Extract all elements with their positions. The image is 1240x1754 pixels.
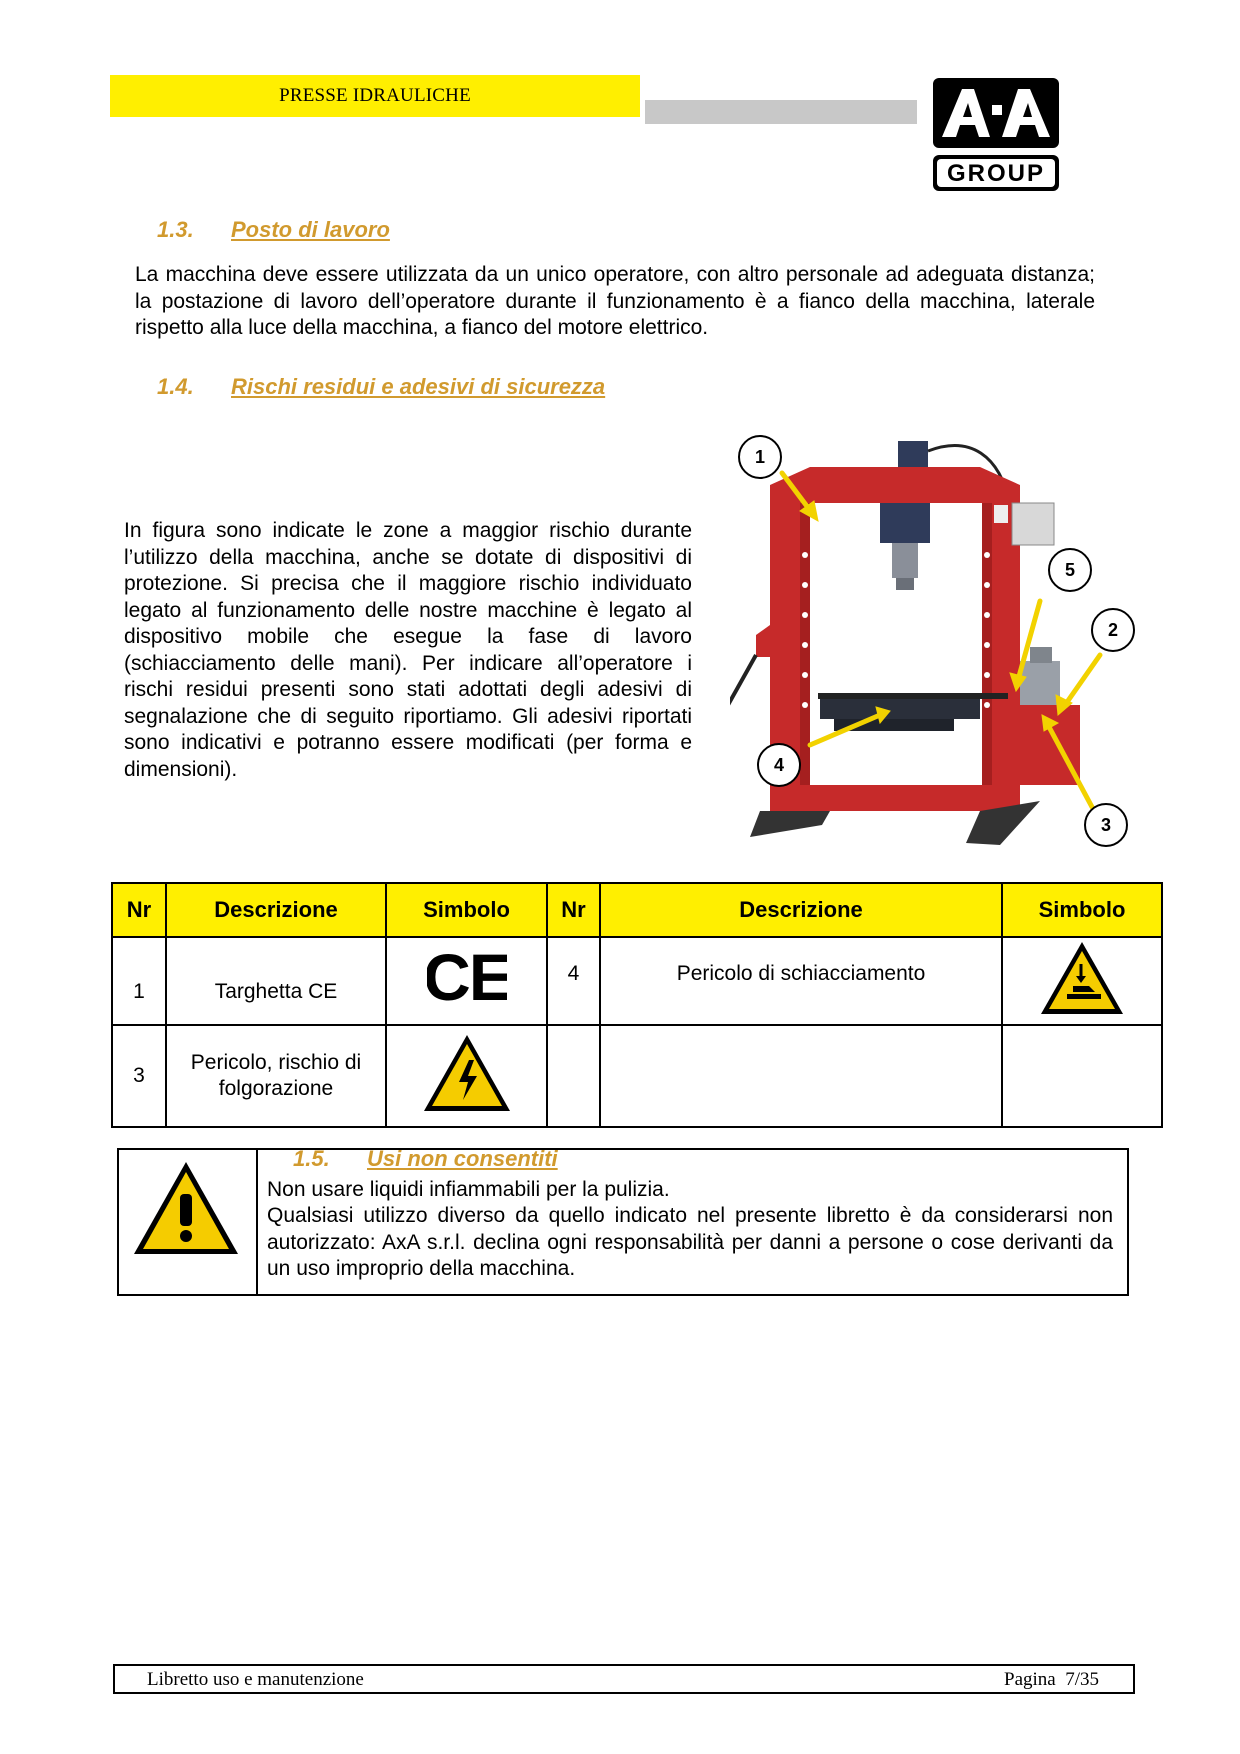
axa-group-logo	[932, 77, 1060, 192]
hazard-table	[111, 882, 1163, 1128]
footer-manual-title: Libretto uso e manutenzione	[147, 1669, 364, 1690]
row-nr: 4	[547, 937, 600, 1025]
section-title: Rischi residui e adesivi di sicurezza	[231, 374, 606, 399]
header-simbolo: Simbolo	[1002, 883, 1162, 937]
header-grey-bar	[645, 100, 917, 124]
table-header-row	[112, 883, 1162, 937]
ce-mark-icon	[427, 946, 507, 1010]
callout-3: 3	[1100, 815, 1112, 835]
section-1-4-heading	[157, 374, 605, 400]
table-row	[112, 1025, 1162, 1127]
section-1-4-body: In figura sono indicate le zone a maggior rischio durante l’utilizzo della macchina, anche se dotate di dispositivi di protezione. Si precisa che il maggiore rischio individuato legato al funzionamento delle nostre macchine è legato al dispositivo mobile che esegue la fase di lavoro (schiacciamento delle mani). Per indicare all’operatore i rischi residui presenti sono stati adottati degli adesivi di segnalazione che di seguito riportiamo. Gli adesivi riportati sono indicativi e potranno essere modificati (per forma e dimensioni).	[124, 519, 692, 781]
electric-shock-hazard-icon	[421, 1032, 513, 1114]
hydraulic-press-figure	[730, 425, 1150, 860]
section-number: 1.4.	[157, 374, 194, 399]
row-description	[600, 1025, 1002, 1127]
section-title: Posto di lavoro	[231, 217, 390, 242]
row-description: Pericolo di schiacciamento	[600, 937, 1002, 1025]
callout-4: 4	[773, 755, 785, 775]
row-nr: 3	[112, 1025, 166, 1127]
section-1-3-body: La macchina deve essere utilizzata da un unico operatore, con altro personale ad adeguata distanza; la postazione di lavoro dell’operatore durante il funzionamento è a fianco della macchina, laterale rispetto alla luce della macchina, a fianco del motore elettrico.	[135, 263, 1095, 339]
svg-text:CE: CE	[426, 946, 507, 1010]
crush-hazard-icon	[1037, 938, 1127, 1018]
row-symbol	[1002, 1025, 1162, 1127]
section-number: 1.3.	[157, 217, 194, 242]
section-title: Usi non consentiti	[367, 1146, 558, 1171]
section-1-3-heading	[157, 217, 390, 243]
row-nr	[547, 1025, 600, 1127]
header-descrizione: Descrizione	[166, 883, 386, 937]
page-footer	[113, 1664, 1135, 1694]
header-nr: Nr	[112, 883, 166, 937]
callout-2: 2	[1107, 620, 1119, 640]
table-row	[112, 937, 1162, 1025]
header-nr: Nr	[547, 883, 600, 937]
row-nr: 1	[112, 937, 166, 1025]
warning-icon	[130, 1158, 242, 1265]
row-symbol	[386, 1025, 547, 1127]
callout-1: 1	[754, 447, 766, 467]
header-title: PRESSE IDRAULICHE	[279, 85, 471, 106]
box-divider	[256, 1148, 258, 1296]
callout-5: 5	[1064, 560, 1076, 580]
footer-page-number: Pagina 7/35	[1004, 1669, 1099, 1690]
row-symbol	[386, 937, 547, 1025]
section-number: 1.5.	[293, 1146, 330, 1171]
header-simbolo: Simbolo	[386, 883, 547, 937]
row-description: Targhetta CE	[166, 937, 386, 1025]
header-descrizione: Descrizione	[600, 883, 1002, 937]
row-description: Pericolo, rischio di folgorazione	[166, 1025, 386, 1127]
section-1-5-line2: Qualsiasi utilizzo diverso da quello indicato nel presente libretto è da considerarsi non autorizzato: AxA s.r.l. declina ogni responsabilità per danni a persone o cose derivanti da un uso improprio della macchina.	[267, 1204, 1113, 1280]
svg-text:GROUP: GROUP	[946, 160, 1046, 187]
section-1-5-line1: Non usare liquidi infiammabili per la pulizia.	[267, 1178, 670, 1201]
row-symbol	[1002, 937, 1162, 1025]
section-1-5-heading	[293, 1146, 558, 1172]
